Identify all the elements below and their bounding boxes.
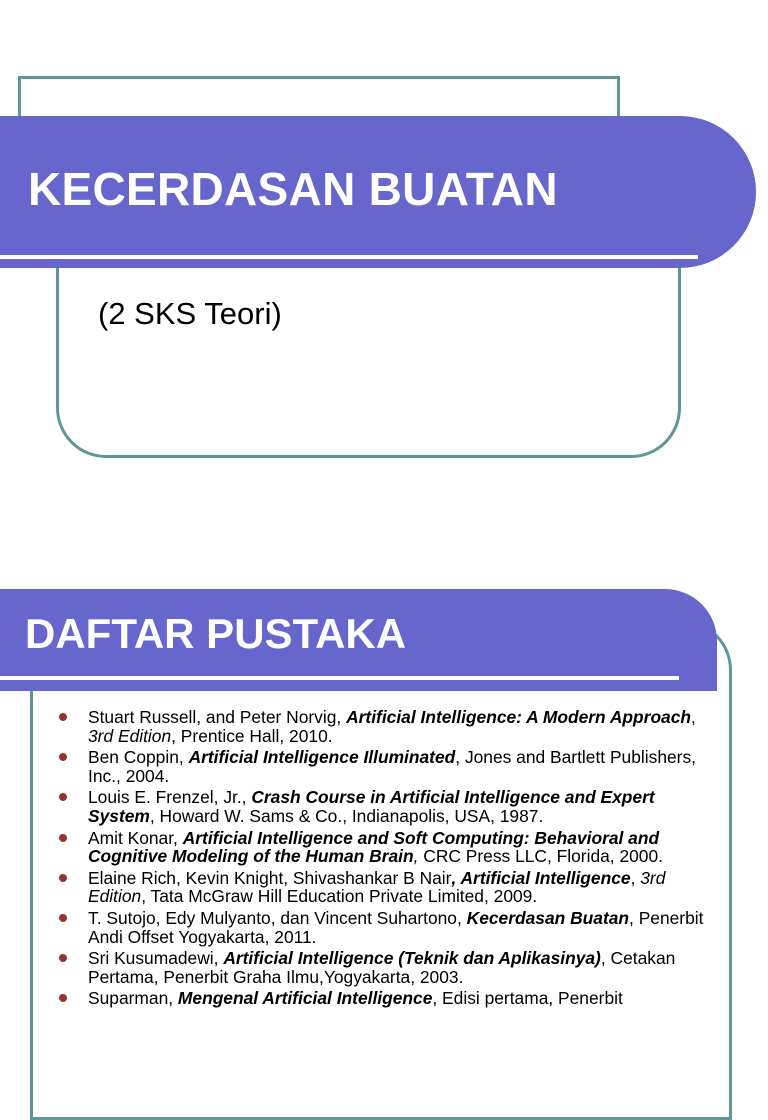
reference-item: Sri Kusumadewi, Artificial Intelligence (Teknik dan Aplikasinya), Cetakan Pertama, Penerbit Graha Ilmu,Yogyakarta, 2003. <box>58 949 708 986</box>
reference-item: Elaine Rich, Kevin Knight, Shivashankar B Nair, Artificial Intelligence, 3rd Edition, Tata McGraw Hill Education Private Limited, 2009. <box>58 869 708 906</box>
reference-item: Amit Konar, Artificial Intelligence and Soft Computing: Behavioral and Cognitive Modeling of the Human Brain, CRC Press LLC, Florida, 2000. <box>58 829 708 866</box>
banner-divider-line <box>0 255 698 259</box>
references-slide <box>0 560 768 1024</box>
reference-item: Ben Coppin, Artificial Intelligence Illuminated, Jones and Bartlett Publishers, Inc., 2004. <box>58 748 708 785</box>
reference-item: T. Sutojo, Edy Mulyanto, dan Vincent Suhartono, Kecerdasan Buatan, Penerbit Andi Offset Yogyakarta, 2011. <box>58 909 708 946</box>
banner-divider-line <box>0 676 679 680</box>
slide-subtitle: (2 SKS Teori) <box>98 296 282 331</box>
slide-title: KECERDASAN BUATAN <box>28 163 558 215</box>
references-title: DAFTAR PUSTAKA <box>25 610 407 657</box>
title-slide <box>0 0 768 520</box>
reference-item: Louis E. Frenzel, Jr., Crash Course in Artificial Intelligence and Expert System, Howard W. Sams & Co., Indianapolis, USA, 1987. <box>58 788 708 825</box>
reference-item: Stuart Russell, and Peter Norvig, Artificial Intelligence: A Modern Approach, 3rd Edition, Prentice Hall, 2010. <box>58 708 708 745</box>
reference-item: Suparman, Mengenal Artificial Intelligence, Edisi pertama, Penerbit <box>58 989 708 1008</box>
reference-list <box>58 708 708 1011</box>
